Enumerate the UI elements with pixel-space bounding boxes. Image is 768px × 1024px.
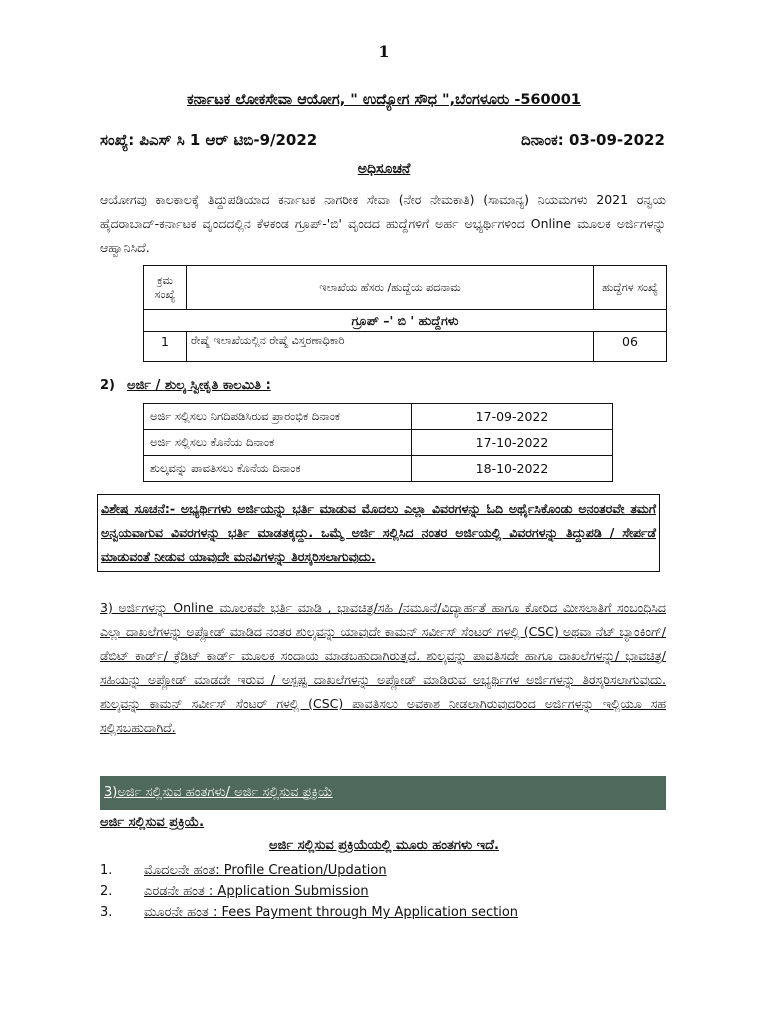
post-table: [143, 265, 667, 362]
process-subheading: ಅರ್ಜಿ ಸಲ್ಲಿಸುವ ಪ್ರಕ್ರಿಯೆ.: [100, 815, 205, 830]
row-sl: 1: [144, 332, 187, 362]
header-count: ಹುದ್ದೆಗಳ ಸಂಖ್ಯೆ: [594, 266, 667, 310]
list-item: [100, 902, 518, 923]
post-table-group-row: [144, 310, 667, 332]
notice-date: ದಿನಾಂಕ: 03-09-2022: [521, 131, 665, 149]
section-2-label: ಅರ್ಜಿ / ಶುಲ್ಕ ಸ್ವೀಕೃತಿ ಕಾಲಮಿತಿ :: [127, 378, 271, 393]
section-2-number: 2): [100, 378, 115, 393]
post-table-header: [144, 266, 667, 310]
header-sl: ಕ್ರಮ ಸಂಖ್ಯೆ: [144, 266, 187, 310]
reference-number: ಸಂಖ್ಯೆ: ಪಿಎಸ್ ಸಿ 1 ಆರ್ ಟಿಬಿ-9/2022: [100, 131, 318, 149]
dates-table: [143, 403, 613, 482]
table-row: [144, 430, 613, 456]
intro-paragraph: ಆಯೋಗವು ಕಾಲಕಾಲಕ್ಕೆ ತಿದ್ದುಪಡಿಯಾದ ಕರ್ನಾಟಕ ನಾಗರೀಕ ಸೇವಾ (ನೇರ ನೇಮಕಾತಿ) (ಸಾಮಾನ್ಯ) ನಿಯಮಗಳು 2021 ರನ್ವಯ ಹೈದರಾಬಾದ್-ಕರ್ನಾಟಕ ವೃಂದದಲ್ಲಿನ ಕೆಳಕಂಡ ಗ್ರೂಪ್-'ಬಿ' ವೃಂದದ ಹುದ್ದೆಗಳಿಗೆ ಅರ್ಹ ಅಭ್ಯರ್ಥಿಗಳಿಂದ Online ಮೂಲಕ ಅರ್ಜಿಗಳನ್ನು ಆಹ್ವಾನಿಸಿದೆ.: [100, 192, 666, 255]
list-item: [100, 881, 518, 902]
section-band-heading: [100, 776, 666, 810]
row-count: 06: [594, 332, 667, 362]
date-row-label: ಅರ್ಜಿ ಸಲ್ಲಿಸಲು ಕೊನೆಯ ದಿನಾಂಕ: [144, 430, 412, 456]
process-steps-intro: ಅರ್ಜಿ ಸಲ್ಲಿಸುವ ಪ್ರಕ್ರಿಯೆಯಲ್ಲಿ ಮೂರು ಹಂತಗಳು ಇದೆ.: [269, 838, 499, 853]
date-row-label: ಅರ್ಜಿ ಸಲ್ಲಿಸಲು ನಿಗದಿಪಡಿಸಿರುವ ಪ್ರಾರಂಭಿಕ ದಿನಾಂಕ: [144, 404, 412, 430]
step-text: ಮೂರನೇ ಹಂತ : Fees Payment through My Application section: [144, 905, 519, 920]
band-heading-text: 3)ಅರ್ಜಿ ಸಲ್ಲಿಸುವ ಹಂತಗಳು/ ಅರ್ಜಿ ಸಲ್ಲಿಸುವ ಪ್ರಕ್ರಿಯೆ: [104, 785, 333, 800]
date-row-value: 18-10-2022: [412, 456, 613, 482]
special-notice: [97, 494, 660, 572]
page-header: ಕರ್ನಾಟಕ ಲೋಕಸೇವಾ ಆಯೋಗ, " ಉದ್ಯೋಗ ಸೌಧ ",ಬೆಂಗಳೂರು -560001: [187, 92, 581, 108]
list-item: [100, 860, 518, 881]
step-number: 3.: [100, 905, 113, 920]
header-post: ಇಲಾಖೆಯ ಹೆಸರು /ಹುದ್ದೆಯ ಪದನಾಮ: [187, 266, 594, 310]
page-number: 1: [378, 42, 390, 61]
table-row: [144, 332, 667, 362]
group-row-label: ಗ್ರೂಪ್ –' ಬಿ ' ಹುದ್ದೆಗಳು: [144, 310, 667, 332]
page-title: ಅಧಿಸೂಚನೆ: [357, 161, 411, 177]
section-2-heading: [100, 378, 271, 393]
row-post: ರೇಷ್ಮೆ ಇಲಾಖೆಯಲ್ಲಿನ ರೇಷ್ಮೆ ವಿಸ್ತರಣಾಧಿಕಾರಿ: [187, 332, 594, 362]
table-row: [144, 404, 613, 430]
table-row: [144, 456, 613, 482]
date-row-value: 17-09-2022: [412, 404, 613, 430]
step-number: 2.: [100, 884, 113, 899]
step-text: ಮೊದಲನೇ ಹಂತ: Profile Creation/Updation: [144, 863, 387, 878]
step-text: ಎರಡನೇ ಹಂತ : Application Submission: [144, 884, 369, 899]
date-row-value: 17-10-2022: [412, 430, 613, 456]
step-number: 1.: [100, 863, 113, 878]
steps-list: [100, 860, 518, 923]
date-row-label: ಶುಲ್ಕವನ್ನು ಪಾವತಿಸಲು ಕೊನೆಯ ದಿನಾಂಕ: [144, 456, 412, 482]
section-3-paragraph: 3) ಅರ್ಜಿಗಳನ್ನು Online ಮೂಲಕವೇ ಭರ್ತಿ ಮಾಡಿ , ಭಾವಚಿತ್ರ/ಸಹಿ /ನಮೂನೆ/ವಿದ್ಯಾರ್ಹತೆ ಹಾಗೂ ಕೋರಿದ ಮೀಸಲಾತಿಗೆ ಸಂಬಂಧಿಸಿದ ಎಲ್ಲಾ ದಾಖಲೆಗಳನ್ನು ಅಪ್ಲೋಡ್ ಮಾಡಿದ ನಂತರ ಶುಲ್ಕವನ್ನು ಯಾವುದೇ ಕಾಮನ್ ಸರ್ವೀಸ್ ಸೆಂಟರ್ ಗಳಲ್ಲಿ (CSC) ಅಥವಾ ನೆಟ್ ಬ್ಯಾಂಕಿಂಗ್/ ಡೆಬಿಟ್ ಕಾರ್ಡ್/ ಕ್ರೆಡಿಟ್ ಕಾರ್ಡ್ ಮೂಲಕ ಸಂದಾಯ ಮಾಡಬಹುದಾಗಿರುತ್ತದೆ. ಶುಲ್ಕವನ್ನು ಪಾವತಿಸದೇ ಹಾಗೂ ದಾಖಲೆಗಳನ್ನು/ ಭಾವಚಿತ್ರ/ ಸಹಿಯನ್ನು ಅಪ್ಲೋಡ್ ಮಾಡದೇ ಇರುವ / ಅಸ್ಪಷ್ಟ ದಾಖಲೆಗಳನ್ನು ಅಪ್ಲೋಡ್ ಮಾಡಿರುವ ಅಭ್ಯರ್ಥಿಗಳ ಅರ್ಜಿಗಳನ್ನು ತಿರಸ್ಕರಿಸಲಾಗುವುದು. ಶುಲ್ಕವನ್ನು ಕಾಮನ್ ಸರ್ವೀಸ್ ಸೆಂಟರ್ ಗಳಲ್ಲಿ (CSC) ಪಾವತಿಸಲು ಅವಕಾಶ ನೀಡಲಾಗಿರುವುದರಿಂದ ಅರ್ಜಿಗಳನ್ನು ಇಲ್ಲಿಯೂ ಸಹ ಸಲ್ಲಿಸಬಹುದಾಗಿದೆ.: [100, 600, 666, 735]
special-notice-text: ವಿಶೇಷ ಸೂಚನೆ:- ಅಭ್ಯರ್ಥಿಗಳು ಅರ್ಜಿಯನ್ನು ಭರ್ತಿ ಮಾಡುವ ಮೊದಲು ಎಲ್ಲಾ ವಿವರಗಳನ್ನು ಓದಿ ಅರ್ಥೈಸಿಕೊಂಡು ಅನಂತರವೇ ತಮಗೆ ಅನ್ವಯವಾಗುವ ವಿವರಗಳನ್ನು ಭರ್ತಿ ಮಾಡತಕ್ಕದ್ದು. ಒಮ್ಮೆ ಅರ್ಜಿ ಸಲ್ಲಿಸಿದ ನಂತರ ಅರ್ಜಿಯಲ್ಲಿ ವಿವರಗಳನ್ನು ತಿದ್ದುಪಡಿ / ಸೇರ್ಪಡೆ ಮಾಡುವಂತೆ ನೀಡುವ ಯಾವುದೇ ಮನವಿಗಳನ್ನು ತಿರಸ್ಕರಿಸಲಾಗುವುದು.: [101, 501, 656, 564]
